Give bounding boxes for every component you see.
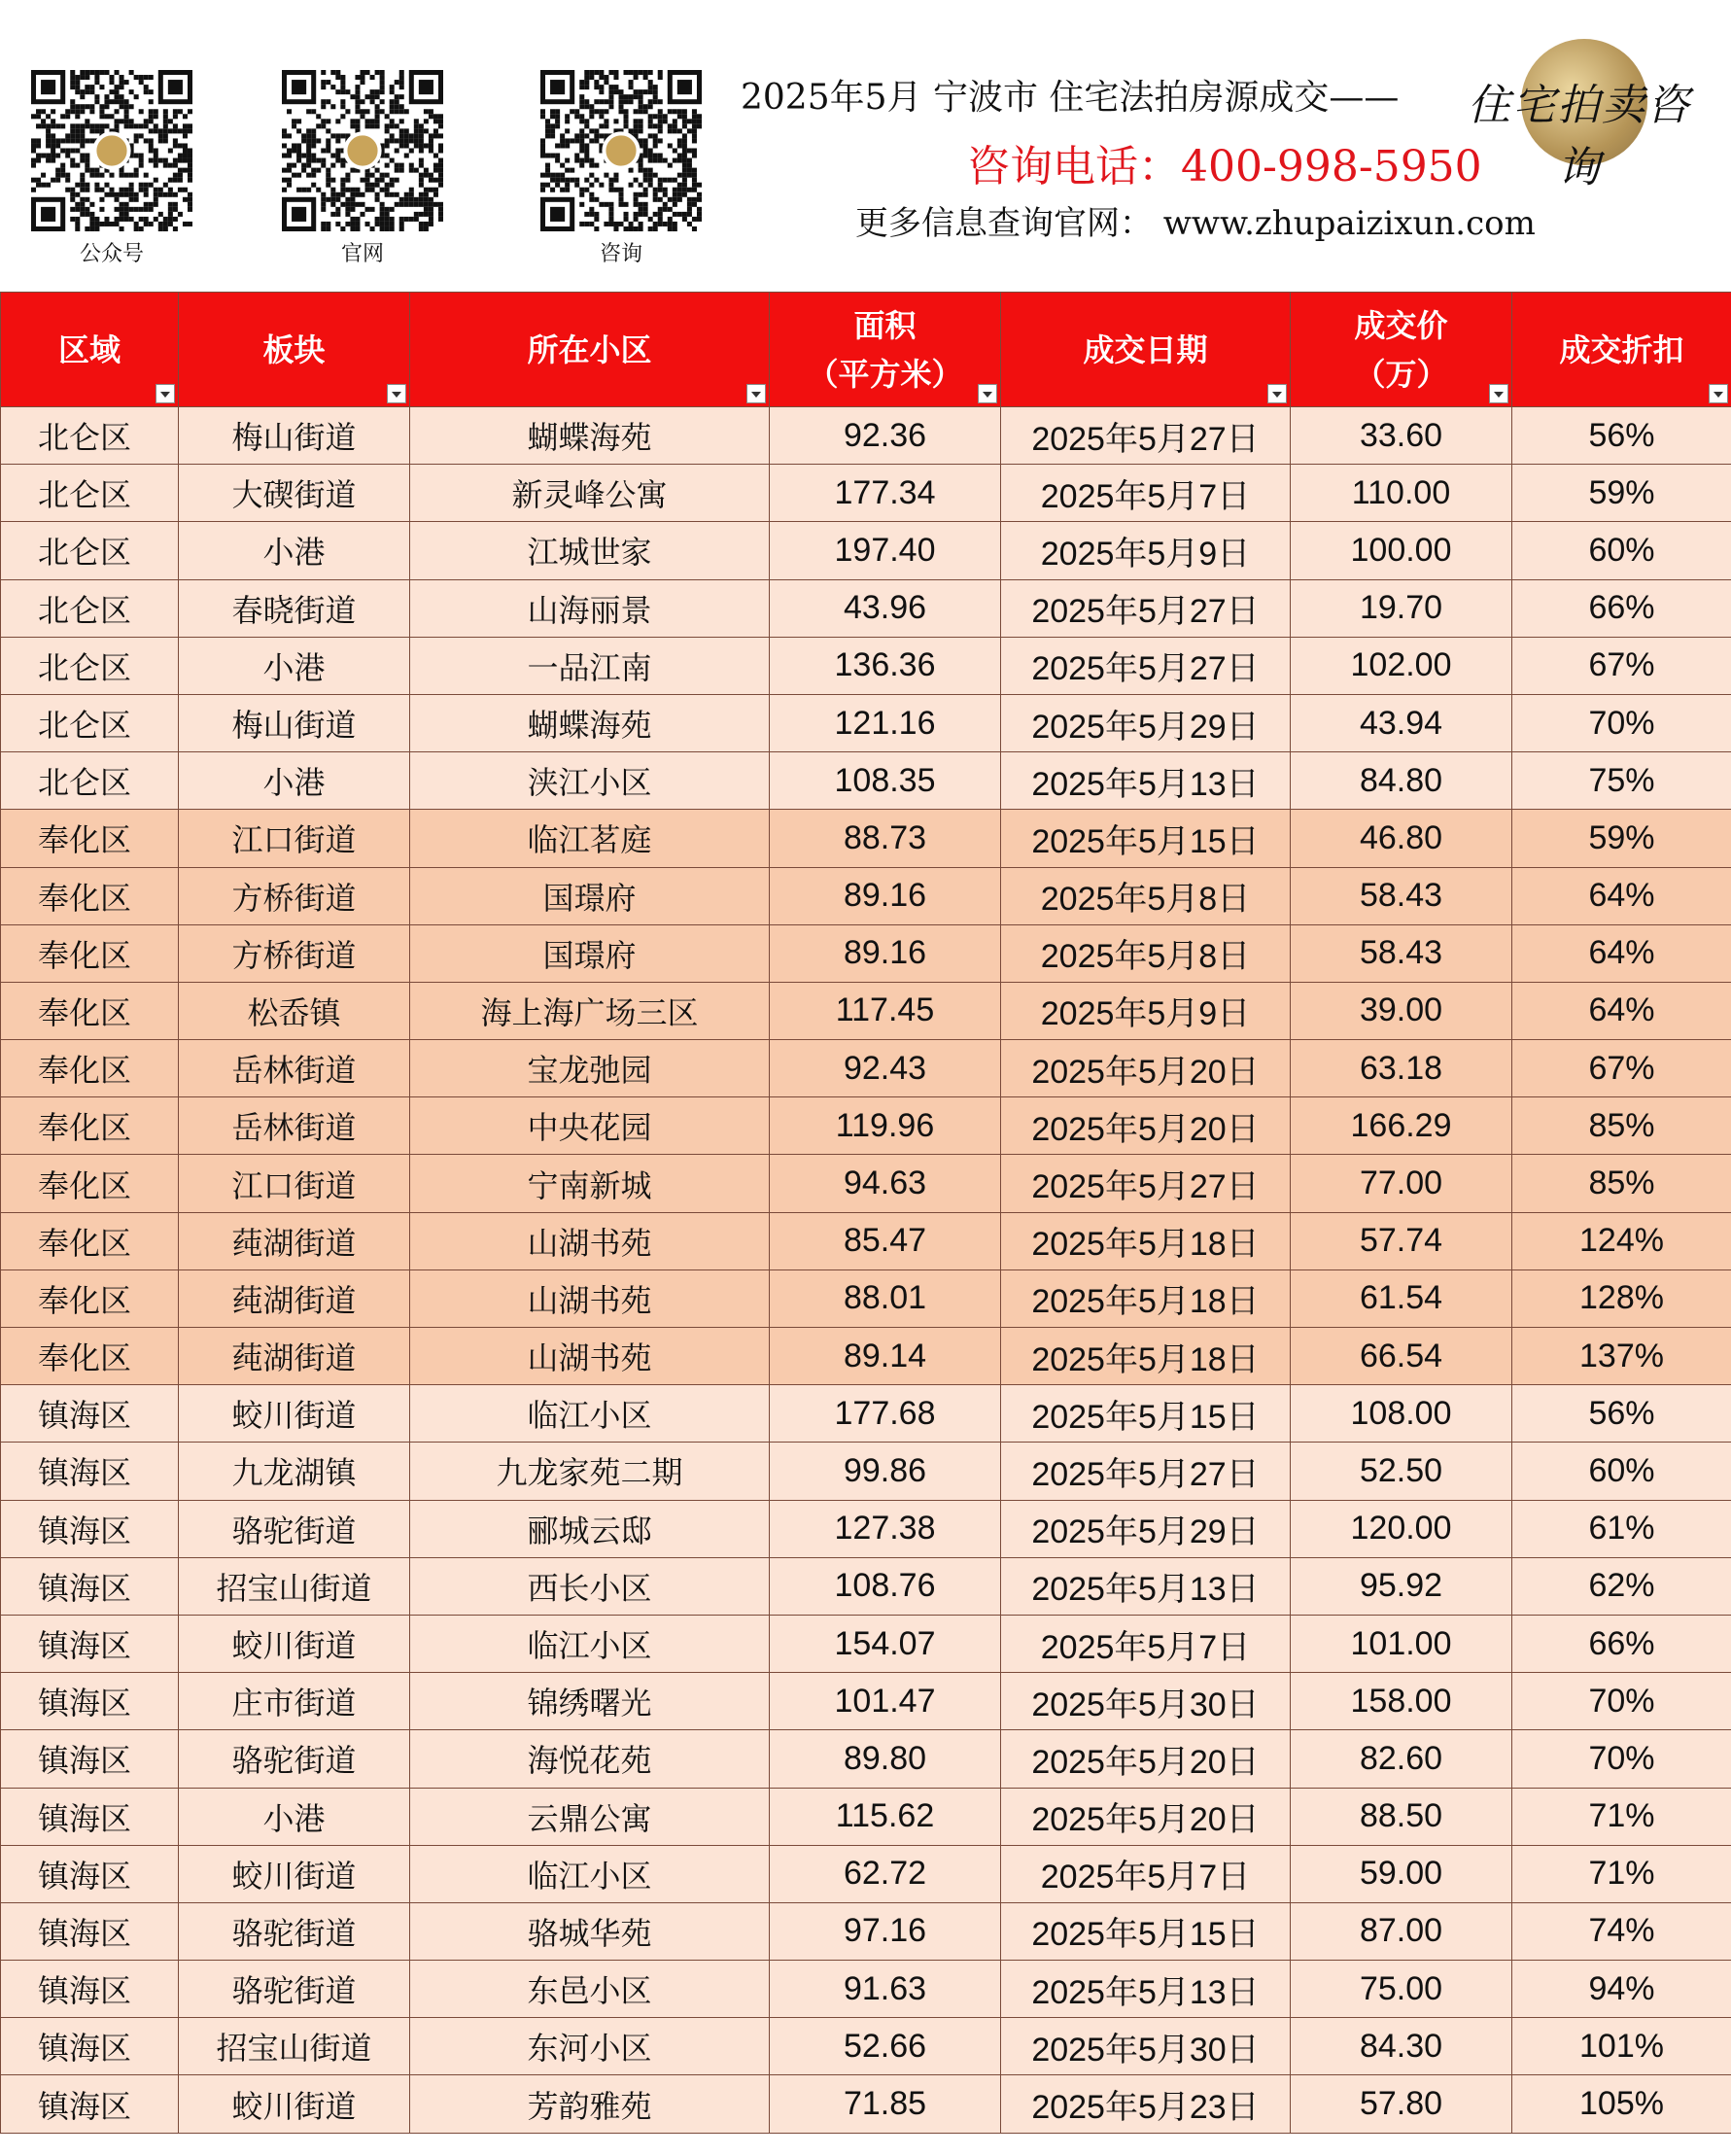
block-cell: 九龙湖镇 <box>179 1443 410 1500</box>
district-cell: 奉化区 <box>1 1040 179 1097</box>
price-cell: 108.00 <box>1291 1385 1512 1443</box>
block-cell: 梅山街道 <box>179 694 410 751</box>
date-cell: 2025年5月27日 <box>1001 637 1291 694</box>
col-header-block <box>179 293 410 407</box>
discount-cell: 71% <box>1512 1788 1731 1845</box>
area-cell: 101.47 <box>770 1673 1001 1730</box>
block-cell: 小港 <box>179 637 410 694</box>
discount-cell: 67% <box>1512 637 1731 694</box>
discount-cell: 75% <box>1512 752 1731 810</box>
block-cell: 岳林街道 <box>179 1040 410 1097</box>
date-cell: 2025年5月13日 <box>1001 1557 1291 1615</box>
block-cell: 庄市街道 <box>179 1673 410 1730</box>
discount-cell: 70% <box>1512 1730 1731 1788</box>
community-cell: 山湖书苑 <box>410 1212 770 1269</box>
header-label: 所在小区 <box>527 330 652 368</box>
block-cell: 骆驼街道 <box>179 1500 410 1557</box>
col-header-community <box>410 293 770 407</box>
consult-phone: 咨询电话：400-998-5950 <box>967 142 1482 191</box>
area-cell: 71.85 <box>770 2075 1001 2133</box>
date-cell: 2025年5月20日 <box>1001 1788 1291 1845</box>
date-cell: 2025年5月13日 <box>1001 1961 1291 2018</box>
date-cell: 2025年5月7日 <box>1001 1845 1291 1902</box>
area-cell: 119.96 <box>770 1097 1001 1155</box>
date-cell: 2025年5月27日 <box>1001 579 1291 637</box>
block-cell: 蛟川街道 <box>179 1845 410 1902</box>
community-cell: 九龙家苑二期 <box>410 1443 770 1500</box>
district-cell: 奉化区 <box>1 867 179 924</box>
community-cell: 山湖书苑 <box>410 1328 770 1385</box>
community-cell: 国璟府 <box>410 924 770 982</box>
wechat-qr-code <box>31 70 192 231</box>
discount-cell: 66% <box>1512 1615 1731 1672</box>
filter-dropdown-icon[interactable] <box>746 384 766 403</box>
community-cell: 云鼎公寓 <box>410 1788 770 1845</box>
price-cell: 120.00 <box>1291 1500 1512 1557</box>
area-cell: 115.62 <box>770 1788 1001 1845</box>
website-qr-code <box>282 70 443 231</box>
discount-cell: 59% <box>1512 465 1731 522</box>
date-cell: 2025年5月18日 <box>1001 1269 1291 1327</box>
district-cell: 镇海区 <box>1 1443 179 1500</box>
price-cell: 57.74 <box>1291 1212 1512 1269</box>
discount-cell: 59% <box>1512 810 1731 867</box>
date-cell: 2025年5月20日 <box>1001 1040 1291 1097</box>
area-cell: 43.96 <box>770 579 1001 637</box>
district-cell: 奉化区 <box>1 924 179 982</box>
price-cell: 82.60 <box>1291 1730 1512 1788</box>
district-cell: 奉化区 <box>1 1328 179 1385</box>
district-cell: 北仑区 <box>1 579 179 637</box>
discount-cell: 56% <box>1512 407 1731 465</box>
table-row <box>1 1673 1731 1730</box>
header-label: 区域 <box>57 330 121 368</box>
area-cell: 197.40 <box>770 522 1001 579</box>
qr-label-consult: 咨询 <box>599 242 642 266</box>
discount-cell: 85% <box>1512 1097 1731 1155</box>
district-cell: 镇海区 <box>1 1385 179 1443</box>
filter-dropdown-icon[interactable] <box>387 384 406 403</box>
table-row <box>1 1557 1731 1615</box>
filter-dropdown-icon[interactable] <box>1489 384 1508 403</box>
price-cell: 59.00 <box>1291 1845 1512 1902</box>
community-cell: 浃江小区 <box>410 752 770 810</box>
district-cell: 奉化区 <box>1 1155 179 1212</box>
discount-cell: 71% <box>1512 1845 1731 1902</box>
price-cell: 84.30 <box>1291 2018 1512 2075</box>
header-label: 成交价 （万） <box>1354 306 1448 393</box>
district-cell: 北仑区 <box>1 407 179 465</box>
price-cell: 19.70 <box>1291 579 1512 637</box>
price-cell: 101.00 <box>1291 1615 1512 1672</box>
community-cell: 临江小区 <box>410 1845 770 1902</box>
block-cell: 莼湖街道 <box>179 1328 410 1385</box>
table-row <box>1 1212 1731 1269</box>
community-cell: 芳韵雅苑 <box>410 2075 770 2133</box>
block-cell: 江口街道 <box>179 810 410 867</box>
district-cell: 奉化区 <box>1 1212 179 1269</box>
price-cell: 43.94 <box>1291 694 1512 751</box>
price-cell: 88.50 <box>1291 1788 1512 1845</box>
table-row <box>1 579 1731 637</box>
district-cell: 北仑区 <box>1 465 179 522</box>
district-cell: 镇海区 <box>1 1557 179 1615</box>
block-cell: 骆驼街道 <box>179 1730 410 1788</box>
block-cell: 梅山街道 <box>179 407 410 465</box>
col-header-date <box>1001 293 1291 407</box>
table-row <box>1 752 1731 810</box>
date-cell: 2025年5月29日 <box>1001 1500 1291 1557</box>
table-row <box>1 1155 1731 1212</box>
table-row <box>1 1845 1731 1902</box>
price-cell: 95.92 <box>1291 1557 1512 1615</box>
price-cell: 58.43 <box>1291 924 1512 982</box>
price-cell: 39.00 <box>1291 982 1512 1039</box>
district-cell: 镇海区 <box>1 1961 179 2018</box>
date-cell: 2025年5月29日 <box>1001 694 1291 751</box>
discount-cell: 94% <box>1512 1961 1731 2018</box>
price-cell: 33.60 <box>1291 407 1512 465</box>
date-cell: 2025年5月9日 <box>1001 522 1291 579</box>
table-row <box>1 924 1731 982</box>
block-cell: 莼湖街道 <box>179 1269 410 1327</box>
block-cell: 小港 <box>179 522 410 579</box>
price-cell: 100.00 <box>1291 522 1512 579</box>
district-cell: 奉化区 <box>1 1269 179 1327</box>
filter-dropdown-icon[interactable] <box>1709 384 1728 403</box>
col-header-price <box>1291 293 1512 407</box>
area-cell: 91.63 <box>770 1961 1001 2018</box>
area-cell: 117.45 <box>770 982 1001 1039</box>
area-cell: 177.34 <box>770 465 1001 522</box>
price-cell: 52.50 <box>1291 1443 1512 1500</box>
community-cell: 新灵峰公寓 <box>410 465 770 522</box>
block-cell: 蛟川街道 <box>179 1615 410 1672</box>
date-cell: 2025年5月13日 <box>1001 752 1291 810</box>
community-cell: 宝龙弛园 <box>410 1040 770 1097</box>
qr-label-website: 官网 <box>340 242 384 266</box>
discount-cell: 56% <box>1512 1385 1731 1443</box>
table-row <box>1 2075 1731 2133</box>
table-row <box>1 1902 1731 1960</box>
discount-cell: 62% <box>1512 1557 1731 1615</box>
table-row <box>1 1097 1731 1155</box>
logo-text: 住宅拍卖咨询 <box>1468 81 1691 192</box>
block-cell: 松岙镇 <box>179 982 410 1039</box>
block-cell: 莼湖街道 <box>179 1212 410 1269</box>
discount-cell: 105% <box>1512 2075 1731 2133</box>
block-cell: 方桥街道 <box>179 924 410 982</box>
district-cell: 北仑区 <box>1 694 179 751</box>
area-cell: 52.66 <box>770 2018 1001 2075</box>
header-label: 成交折扣 <box>1559 330 1684 368</box>
block-cell: 方桥街道 <box>179 867 410 924</box>
community-cell: 临江小区 <box>410 1615 770 1672</box>
date-cell: 2025年5月18日 <box>1001 1212 1291 1269</box>
discount-cell: 64% <box>1512 924 1731 982</box>
table-row <box>1 694 1731 751</box>
date-cell: 2025年5月15日 <box>1001 810 1291 867</box>
area-cell: 97.16 <box>770 1902 1001 1960</box>
district-cell: 镇海区 <box>1 1788 179 1845</box>
community-cell: 海悦花苑 <box>410 1730 770 1788</box>
table-row <box>1 867 1731 924</box>
community-cell: 临江小区 <box>410 1385 770 1443</box>
date-cell: 2025年5月27日 <box>1001 1443 1291 1500</box>
auction-deals-table <box>0 292 1731 2134</box>
table-row <box>1 1500 1731 1557</box>
discount-cell: 60% <box>1512 1443 1731 1500</box>
discount-cell: 101% <box>1512 2018 1731 2075</box>
district-cell: 镇海区 <box>1 1615 179 1672</box>
table-row <box>1 1328 1731 1385</box>
community-cell: 山湖书苑 <box>410 1269 770 1327</box>
brand-logo <box>1448 39 1711 192</box>
discount-cell: 66% <box>1512 579 1731 637</box>
discount-cell: 74% <box>1512 1902 1731 1960</box>
area-cell: 89.14 <box>770 1328 1001 1385</box>
price-cell: 75.00 <box>1291 1961 1512 2018</box>
district-cell: 北仑区 <box>1 752 179 810</box>
district-cell: 奉化区 <box>1 1097 179 1155</box>
price-cell: 66.54 <box>1291 1328 1512 1385</box>
date-cell: 2025年5月20日 <box>1001 1097 1291 1155</box>
district-cell: 镇海区 <box>1 1500 179 1557</box>
discount-cell: 137% <box>1512 1328 1731 1385</box>
block-cell: 江口街道 <box>179 1155 410 1212</box>
price-cell: 46.80 <box>1291 810 1512 867</box>
district-cell: 镇海区 <box>1 1730 179 1788</box>
date-cell: 2025年5月30日 <box>1001 2018 1291 2075</box>
page-title: 2025年5月 宁波市 住宅法拍房源成交—— <box>741 78 1400 118</box>
qr-label-wechat: 公众号 <box>79 242 144 266</box>
block-cell: 春晓街道 <box>179 579 410 637</box>
filter-dropdown-icon[interactable] <box>978 384 997 403</box>
discount-cell: 67% <box>1512 1040 1731 1097</box>
community-cell: 中央花园 <box>410 1097 770 1155</box>
community-cell: 山海丽景 <box>410 579 770 637</box>
community-cell: 骆城华苑 <box>410 1902 770 1960</box>
community-cell: 江城世家 <box>410 522 770 579</box>
community-cell: 锦绣曙光 <box>410 1673 770 1730</box>
filter-dropdown-icon[interactable] <box>156 384 175 403</box>
area-cell: 108.35 <box>770 752 1001 810</box>
table-row <box>1 982 1731 1039</box>
block-cell: 蛟川街道 <box>179 2075 410 2133</box>
date-cell: 2025年5月23日 <box>1001 2075 1291 2133</box>
price-cell: 158.00 <box>1291 1673 1512 1730</box>
area-cell: 177.68 <box>770 1385 1001 1443</box>
price-cell: 57.80 <box>1291 2075 1512 2133</box>
discount-cell: 70% <box>1512 694 1731 751</box>
district-cell: 奉化区 <box>1 810 179 867</box>
discount-cell: 70% <box>1512 1673 1731 1730</box>
district-cell: 镇海区 <box>1 1673 179 1730</box>
table-row <box>1 522 1731 579</box>
community-cell: 海上海广场三区 <box>410 982 770 1039</box>
table-row <box>1 1040 1731 1097</box>
discount-cell: 124% <box>1512 1212 1731 1269</box>
date-cell: 2025年5月15日 <box>1001 1385 1291 1443</box>
area-cell: 121.16 <box>770 694 1001 751</box>
filter-dropdown-icon[interactable] <box>1267 384 1287 403</box>
table-row <box>1 2018 1731 2075</box>
table-row <box>1 1269 1731 1327</box>
table-row <box>1 465 1731 522</box>
table-row <box>1 1730 1731 1788</box>
district-cell: 镇海区 <box>1 2018 179 2075</box>
price-cell: 84.80 <box>1291 752 1512 810</box>
district-cell: 镇海区 <box>1 2075 179 2133</box>
price-cell: 58.43 <box>1291 867 1512 924</box>
block-cell: 骆驼街道 <box>179 1902 410 1960</box>
date-cell: 2025年5月7日 <box>1001 465 1291 522</box>
area-cell: 89.80 <box>770 1730 1001 1788</box>
community-cell: 蝴蝶海苑 <box>410 407 770 465</box>
table-row <box>1 1961 1731 2018</box>
block-cell: 招宝山街道 <box>179 2018 410 2075</box>
area-cell: 127.38 <box>770 1500 1001 1557</box>
date-cell: 2025年5月8日 <box>1001 867 1291 924</box>
website-line: 更多信息查询官网： www.zhupaizixun.com <box>855 204 1536 243</box>
district-cell: 北仑区 <box>1 522 179 579</box>
discount-cell: 128% <box>1512 1269 1731 1327</box>
date-cell: 2025年5月18日 <box>1001 1328 1291 1385</box>
district-cell: 镇海区 <box>1 1845 179 1902</box>
community-cell: 宁南新城 <box>410 1155 770 1212</box>
price-cell: 77.00 <box>1291 1155 1512 1212</box>
col-header-area <box>770 293 1001 407</box>
col-header-discount <box>1512 293 1731 407</box>
price-cell: 63.18 <box>1291 1040 1512 1097</box>
date-cell: 2025年5月8日 <box>1001 924 1291 982</box>
community-cell: 东邑小区 <box>410 1961 770 2018</box>
discount-cell: 60% <box>1512 522 1731 579</box>
block-cell: 蛟川街道 <box>179 1385 410 1443</box>
date-cell: 2025年5月7日 <box>1001 1615 1291 1672</box>
discount-cell: 61% <box>1512 1500 1731 1557</box>
discount-cell: 64% <box>1512 982 1731 1039</box>
district-cell: 镇海区 <box>1 1902 179 1960</box>
price-cell: 110.00 <box>1291 465 1512 522</box>
table-row <box>1 637 1731 694</box>
block-cell: 岳林街道 <box>179 1097 410 1155</box>
price-cell: 166.29 <box>1291 1097 1512 1155</box>
area-cell: 94.63 <box>770 1155 1001 1212</box>
table-row <box>1 1788 1731 1845</box>
date-cell: 2025年5月27日 <box>1001 407 1291 465</box>
date-cell: 2025年5月20日 <box>1001 1730 1291 1788</box>
discount-cell: 64% <box>1512 867 1731 924</box>
community-cell: 临江茗庭 <box>410 810 770 867</box>
community-cell: 郦城云邸 <box>410 1500 770 1557</box>
block-cell: 骆驼街道 <box>179 1961 410 2018</box>
table-row <box>1 407 1731 465</box>
block-cell: 小港 <box>179 1788 410 1845</box>
block-cell: 大碶街道 <box>179 465 410 522</box>
date-cell: 2025年5月9日 <box>1001 982 1291 1039</box>
date-cell: 2025年5月15日 <box>1001 1902 1291 1960</box>
price-cell: 102.00 <box>1291 637 1512 694</box>
table-row <box>1 1443 1731 1500</box>
table-row <box>1 810 1731 867</box>
price-cell: 87.00 <box>1291 1902 1512 1960</box>
area-cell: 89.16 <box>770 924 1001 982</box>
community-cell: 东河小区 <box>410 2018 770 2075</box>
area-cell: 136.36 <box>770 637 1001 694</box>
block-cell: 招宝山街道 <box>179 1557 410 1615</box>
table-row <box>1 1615 1731 1672</box>
community-cell: 一品江南 <box>410 637 770 694</box>
community-cell: 西长小区 <box>410 1557 770 1615</box>
block-cell: 小港 <box>179 752 410 810</box>
price-cell: 61.54 <box>1291 1269 1512 1327</box>
district-cell: 奉化区 <box>1 982 179 1039</box>
community-cell: 国璟府 <box>410 867 770 924</box>
consult-qr-code <box>540 70 702 231</box>
discount-cell: 85% <box>1512 1155 1731 1212</box>
area-cell: 88.01 <box>770 1269 1001 1327</box>
area-cell: 62.72 <box>770 1845 1001 1902</box>
area-cell: 108.76 <box>770 1557 1001 1615</box>
date-cell: 2025年5月27日 <box>1001 1155 1291 1212</box>
district-cell: 北仑区 <box>1 637 179 694</box>
area-cell: 92.43 <box>770 1040 1001 1097</box>
col-header-district <box>1 293 179 407</box>
date-cell: 2025年5月30日 <box>1001 1673 1291 1730</box>
area-cell: 99.86 <box>770 1443 1001 1500</box>
header-label: 成交日期 <box>1083 330 1208 368</box>
area-cell: 92.36 <box>770 407 1001 465</box>
header-label: 板块 <box>262 330 326 368</box>
table-body <box>1 407 1731 2134</box>
area-cell: 154.07 <box>770 1615 1001 1672</box>
area-cell: 85.47 <box>770 1212 1001 1269</box>
area-cell: 89.16 <box>770 867 1001 924</box>
table-row <box>1 1385 1731 1443</box>
table-header-row <box>1 293 1731 407</box>
page-header <box>0 0 1731 292</box>
header-label: 面积 （平方米） <box>807 306 963 393</box>
community-cell: 蝴蝶海苑 <box>410 694 770 751</box>
area-cell: 88.73 <box>770 810 1001 867</box>
